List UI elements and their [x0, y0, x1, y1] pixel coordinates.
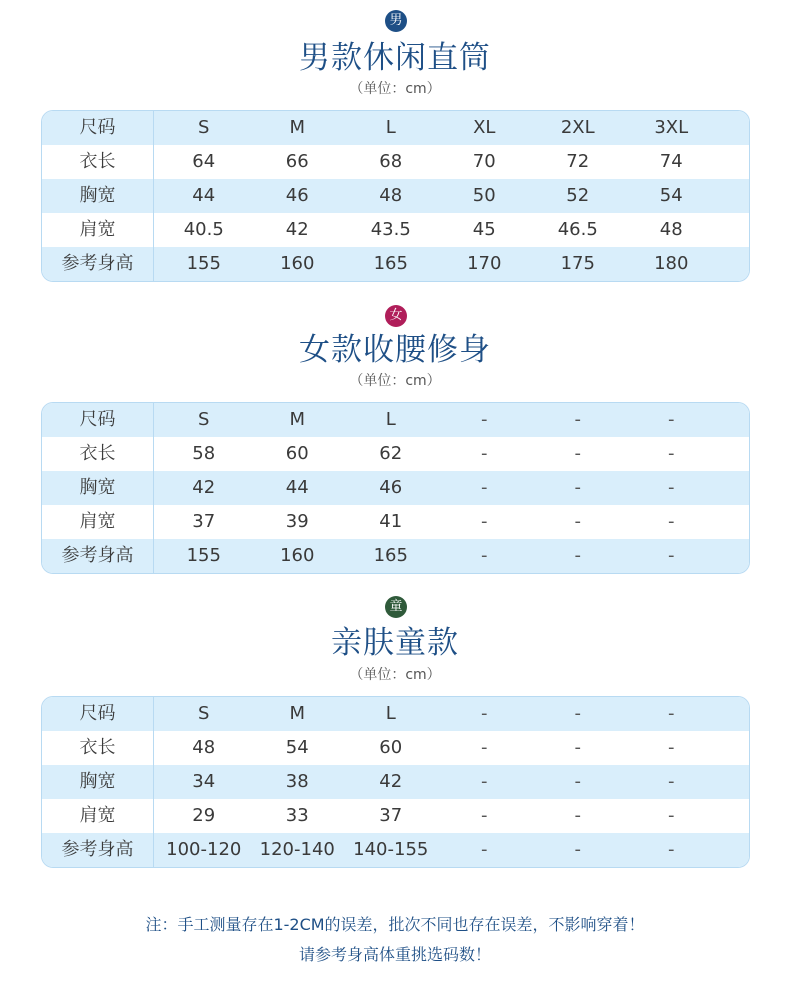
table-cell: 64 — [192, 151, 216, 172]
section-badge: 童 — [385, 596, 407, 618]
table-cell: 62 — [379, 443, 403, 464]
row-header: 胸宽 — [42, 471, 154, 505]
table-row — [42, 765, 749, 799]
table-row — [42, 833, 749, 867]
table-cell: 29 — [192, 805, 216, 826]
table-cell: L — [385, 117, 396, 138]
table-cell: 42 — [285, 219, 309, 240]
table-cell: 58 — [192, 443, 216, 464]
table-cell: 48 — [659, 219, 683, 240]
table-cell: - — [574, 545, 581, 566]
table-cell: S — [198, 117, 210, 138]
table-row — [42, 247, 749, 281]
table-cell: 72 — [566, 151, 590, 172]
row-header: 衣长 — [42, 437, 154, 471]
table-cell: - — [668, 409, 675, 430]
size-table — [41, 696, 750, 868]
table-cell: 45 — [472, 219, 496, 240]
table-cell: - — [574, 511, 581, 532]
table-cell: 37 — [192, 511, 216, 532]
table-cell: - — [668, 737, 675, 758]
section-title: 女款收腰修身 — [299, 332, 491, 368]
table-cell: - — [668, 805, 675, 826]
table-row — [42, 437, 749, 471]
table-cell: 60 — [285, 443, 309, 464]
table-row — [42, 403, 749, 437]
table-cell: M — [289, 117, 306, 138]
row-header: 尺码 — [42, 111, 154, 145]
table-cell: 40.5 — [183, 219, 224, 240]
table-cell: 100-120 — [166, 839, 242, 860]
row-header: 肩宽 — [42, 505, 154, 539]
table-cell: 54 — [285, 737, 309, 758]
row-header: 参考身高 — [42, 833, 154, 867]
table-cell: - — [481, 511, 488, 532]
table-cell: 46.5 — [557, 219, 598, 240]
table-cell: - — [481, 771, 488, 792]
table-cell: 165 — [373, 253, 408, 274]
table-row — [42, 471, 749, 505]
table-cell: - — [668, 703, 675, 724]
table-cell: 34 — [192, 771, 216, 792]
table-cell: 160 — [280, 253, 315, 274]
table-cell: 70 — [472, 151, 496, 172]
table-cell: 165 — [373, 545, 408, 566]
table-row — [42, 731, 749, 765]
table-cell: 48 — [379, 185, 403, 206]
table-cell: 50 — [472, 185, 496, 206]
table-cell: M — [289, 409, 306, 430]
table-cell: 44 — [285, 477, 309, 498]
table-cell: XL — [473, 117, 496, 138]
table-row — [42, 505, 749, 539]
table-cell: 3XL — [654, 117, 689, 138]
table-cell: 140-155 — [353, 839, 429, 860]
size-table — [41, 110, 750, 282]
table-cell: 46 — [285, 185, 309, 206]
row-header: 肩宽 — [42, 799, 154, 833]
table-cell: L — [385, 703, 396, 724]
table-row — [42, 179, 749, 213]
table-cell: - — [481, 477, 488, 498]
size-table — [41, 402, 750, 574]
section-badge: 女 — [385, 305, 407, 327]
table-cell: 41 — [379, 511, 403, 532]
table-cell: L — [385, 409, 396, 430]
table-cell: - — [481, 839, 488, 860]
table-cell: 43.5 — [370, 219, 411, 240]
section-title: 亲肤童款 — [331, 625, 459, 661]
table-cell: 33 — [285, 805, 309, 826]
table-cell: 2XL — [560, 117, 595, 138]
table-row — [42, 145, 749, 179]
table-cell: 42 — [379, 771, 403, 792]
row-header: 肩宽 — [42, 213, 154, 247]
table-cell: 160 — [280, 545, 315, 566]
table-cell: - — [668, 839, 675, 860]
table-cell: S — [198, 409, 210, 430]
table-cell: - — [481, 409, 488, 430]
unit-label: （单位：cm） — [349, 667, 441, 683]
unit-label: （单位：cm） — [349, 81, 441, 97]
table-row — [42, 111, 749, 145]
row-header: 尺码 — [42, 697, 154, 731]
row-header: 参考身高 — [42, 539, 154, 573]
table-cell: - — [574, 409, 581, 430]
table-row — [42, 213, 749, 247]
table-cell: - — [574, 443, 581, 464]
table-cell: - — [481, 703, 488, 724]
table-cell: 39 — [285, 511, 309, 532]
table-cell: - — [668, 771, 675, 792]
row-header: 衣长 — [42, 145, 154, 179]
section-title: 男款休闲直筒 — [299, 40, 491, 76]
table-cell: 155 — [186, 253, 221, 274]
unit-label: （单位：cm） — [349, 373, 441, 389]
row-header: 胸宽 — [42, 179, 154, 213]
table-cell: - — [668, 477, 675, 498]
table-cell: - — [574, 737, 581, 758]
row-header: 衣长 — [42, 731, 154, 765]
table-cell: 52 — [566, 185, 590, 206]
table-cell: - — [574, 703, 581, 724]
table-cell: 120-140 — [259, 839, 335, 860]
table-cell: - — [481, 805, 488, 826]
table-row — [42, 799, 749, 833]
row-header: 胸宽 — [42, 765, 154, 799]
footnote: 注：手工测量存在1-2CM的误差，批次不同也存在误差，不影响穿着！ — [145, 915, 645, 934]
table-cell: 180 — [654, 253, 689, 274]
table-cell: 38 — [285, 771, 309, 792]
table-cell: - — [574, 805, 581, 826]
table-cell: 74 — [659, 151, 683, 172]
table-cell: 46 — [379, 477, 403, 498]
section-badge: 男 — [385, 10, 407, 32]
table-cell: 175 — [560, 253, 595, 274]
table-cell: 66 — [285, 151, 309, 172]
table-cell: 155 — [186, 545, 221, 566]
table-cell: - — [668, 545, 675, 566]
table-cell: - — [574, 839, 581, 860]
table-cell: 44 — [192, 185, 216, 206]
table-cell: - — [668, 443, 675, 464]
table-cell: - — [668, 511, 675, 532]
table-cell: - — [574, 477, 581, 498]
table-cell: 42 — [192, 477, 216, 498]
row-header: 尺码 — [42, 403, 154, 437]
footnote: 请参考身高体重挑选码数！ — [298, 945, 491, 964]
row-header: 参考身高 — [42, 247, 154, 281]
table-row — [42, 539, 749, 573]
table-cell: S — [198, 703, 210, 724]
table-cell: 60 — [379, 737, 403, 758]
table-cell: 37 — [379, 805, 403, 826]
table-cell: - — [481, 545, 488, 566]
table-cell: - — [574, 771, 581, 792]
table-cell: 170 — [467, 253, 502, 274]
table-cell: - — [481, 443, 488, 464]
table-cell: 68 — [379, 151, 403, 172]
table-cell: 48 — [192, 737, 216, 758]
table-row — [42, 697, 749, 731]
table-cell: - — [481, 737, 488, 758]
table-cell: M — [289, 703, 306, 724]
table-cell: 54 — [659, 185, 683, 206]
